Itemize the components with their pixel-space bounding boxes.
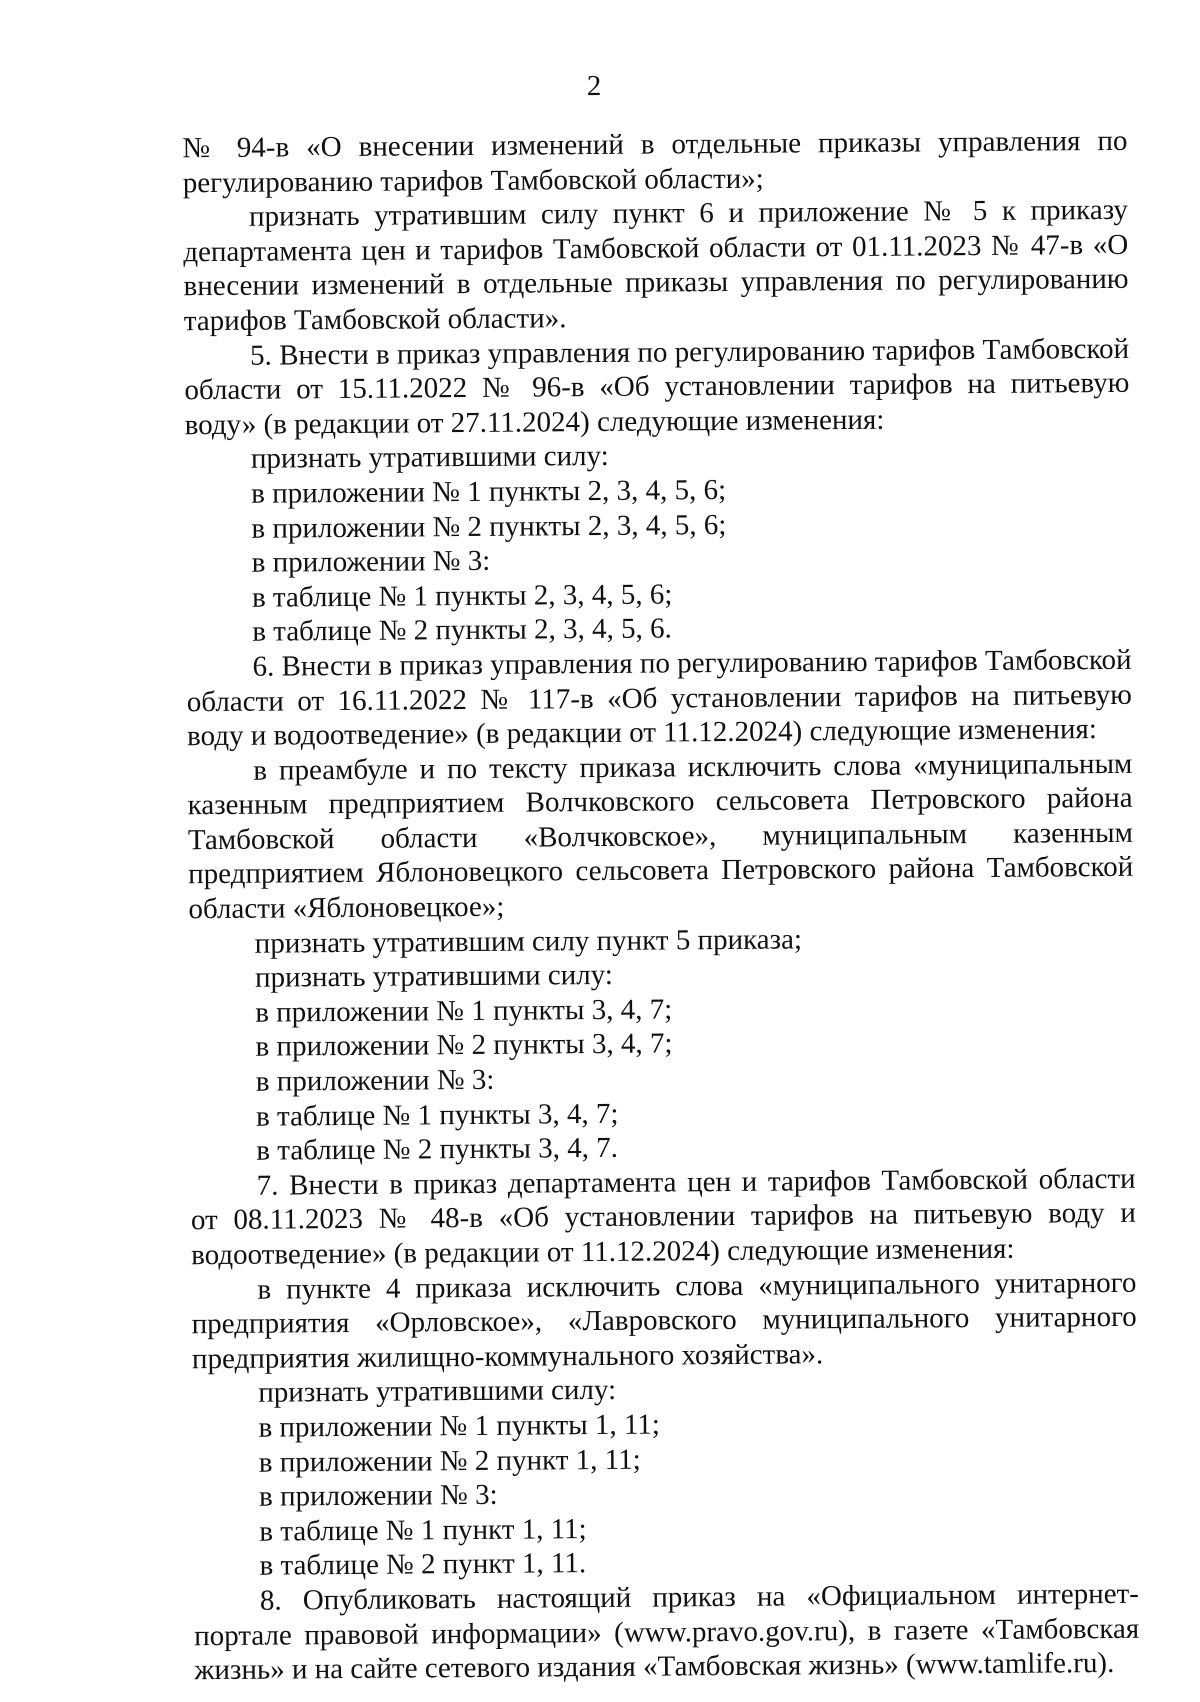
paragraph-item-6: 6. Внести в приказ управления по регулированию тарифов Тамбовской области от 16.11.2022 № 117-в «Об установлении тарифов на питьевую воду и водоотведение» (в редакции от 11.12.2024) следующие изменения: [186,643,1132,753]
list-item: в таблице № 2 пункт 1, 11. [259,1547,587,1583]
list-item: в приложении № 1 пункты 3, 4, 7; [255,993,673,1029]
list-item: в приложении № 2 пункт 1, 11; [258,1443,641,1479]
list-item: в таблице № 1 пункт 1, 11; [259,1512,587,1548]
paragraph-continuation: № 94-в «О внесении изменений в отдельные приказы управления по регулированию тарифов Тамбовской области»; [182,124,1128,199]
list-item: в приложении № 2 пункты 2, 3, 4, 5, 6; [251,508,727,545]
list-item: в таблице № 2 пункты 3, 4, 7. [256,1132,619,1167]
paragraph-item-5: 5. Внести в приказ управления по регулированию тарифов Тамбовской области от 15.11.2022 № 96-в «Об установлении тарифов на питьевую воду» (в редакции от 27.11.2024) следующие изменения: [184,332,1130,441]
list-item: в приложении № 2 пункты 3, 4, 7; [255,1027,673,1064]
paragraph-item-8-publication: 8. Опубликовать настоящий приказ на «Официальном интернет-портале правовой информации» (www.pravo.gov.ru), в газете «Тамбовская жизнь» и на сайте сетевого издания «Тамбовская жизнь» (www.tamlife.ru). [194,1577,1140,1687]
list-item: признать утратившими силу: [258,1374,617,1410]
page-number: 2 [586,69,602,103]
paragraph-item-7-point-4: в пункте 4 приказа исключить слова «муниципального унитарного предприятия «Орловское», «Лавровского муниципального унитарного предприятия жилищно-коммунального хозяйства». [191,1266,1137,1376]
list-item: в приложении № 3: [255,1063,495,1098]
list-item: в приложении № 1 пункты 1, 11; [258,1408,661,1444]
paragraph-repeal-47v: признать утратившим силу пункт 6 и приложение № 5 к приказу департамента цен и тарифов Тамбовской области от 01.11.2023 № 47-в «О внесении изменений в отдельные приказы управления по регулированию тарифов Тамбовской области». [183,194,1129,338]
paragraph-item-7: 7. Внести в приказ департамента цен и тарифов Тамбовской области от 08.11.2023 № 48-в «Об установлении тарифов на питьевую воду и водоотведение» (в редакции от 11.12.2024) следующие изменения: [190,1162,1136,1272]
list-item: в таблице № 2 пункты 2, 3, 4, 5, 6. [252,612,672,649]
list-item: признать утратившими силу: [250,440,609,476]
document-body [182,124,1139,1688]
paragraph-item-6-preamble: в преамбуле и по тексту приказа исключить слова «муниципальным казенным предприятием Волчковского сельсовета Петровского района Тамбовской области «Волчковское», муниципальным казенным предприятием Яблоновецкого сельсовета Петровского района Тамбовской области «Яблоновецкое»; [187,747,1134,926]
list-item: в приложении № 3: [258,1478,498,1513]
list-item: в таблице № 1 пункты 3, 4, 7; [255,1097,619,1133]
list-item: признать утратившим силу пункт 5 приказа; [254,923,803,960]
list-item: в приложении № 1 пункты 2, 3, 4, 5, 6; [251,473,727,510]
list-item: в приложении № 3: [251,544,491,579]
list-item: в таблице № 1 пункты 2, 3, 4, 5, 6; [251,578,673,614]
list-item: признать утратившими силу: [254,959,613,994]
